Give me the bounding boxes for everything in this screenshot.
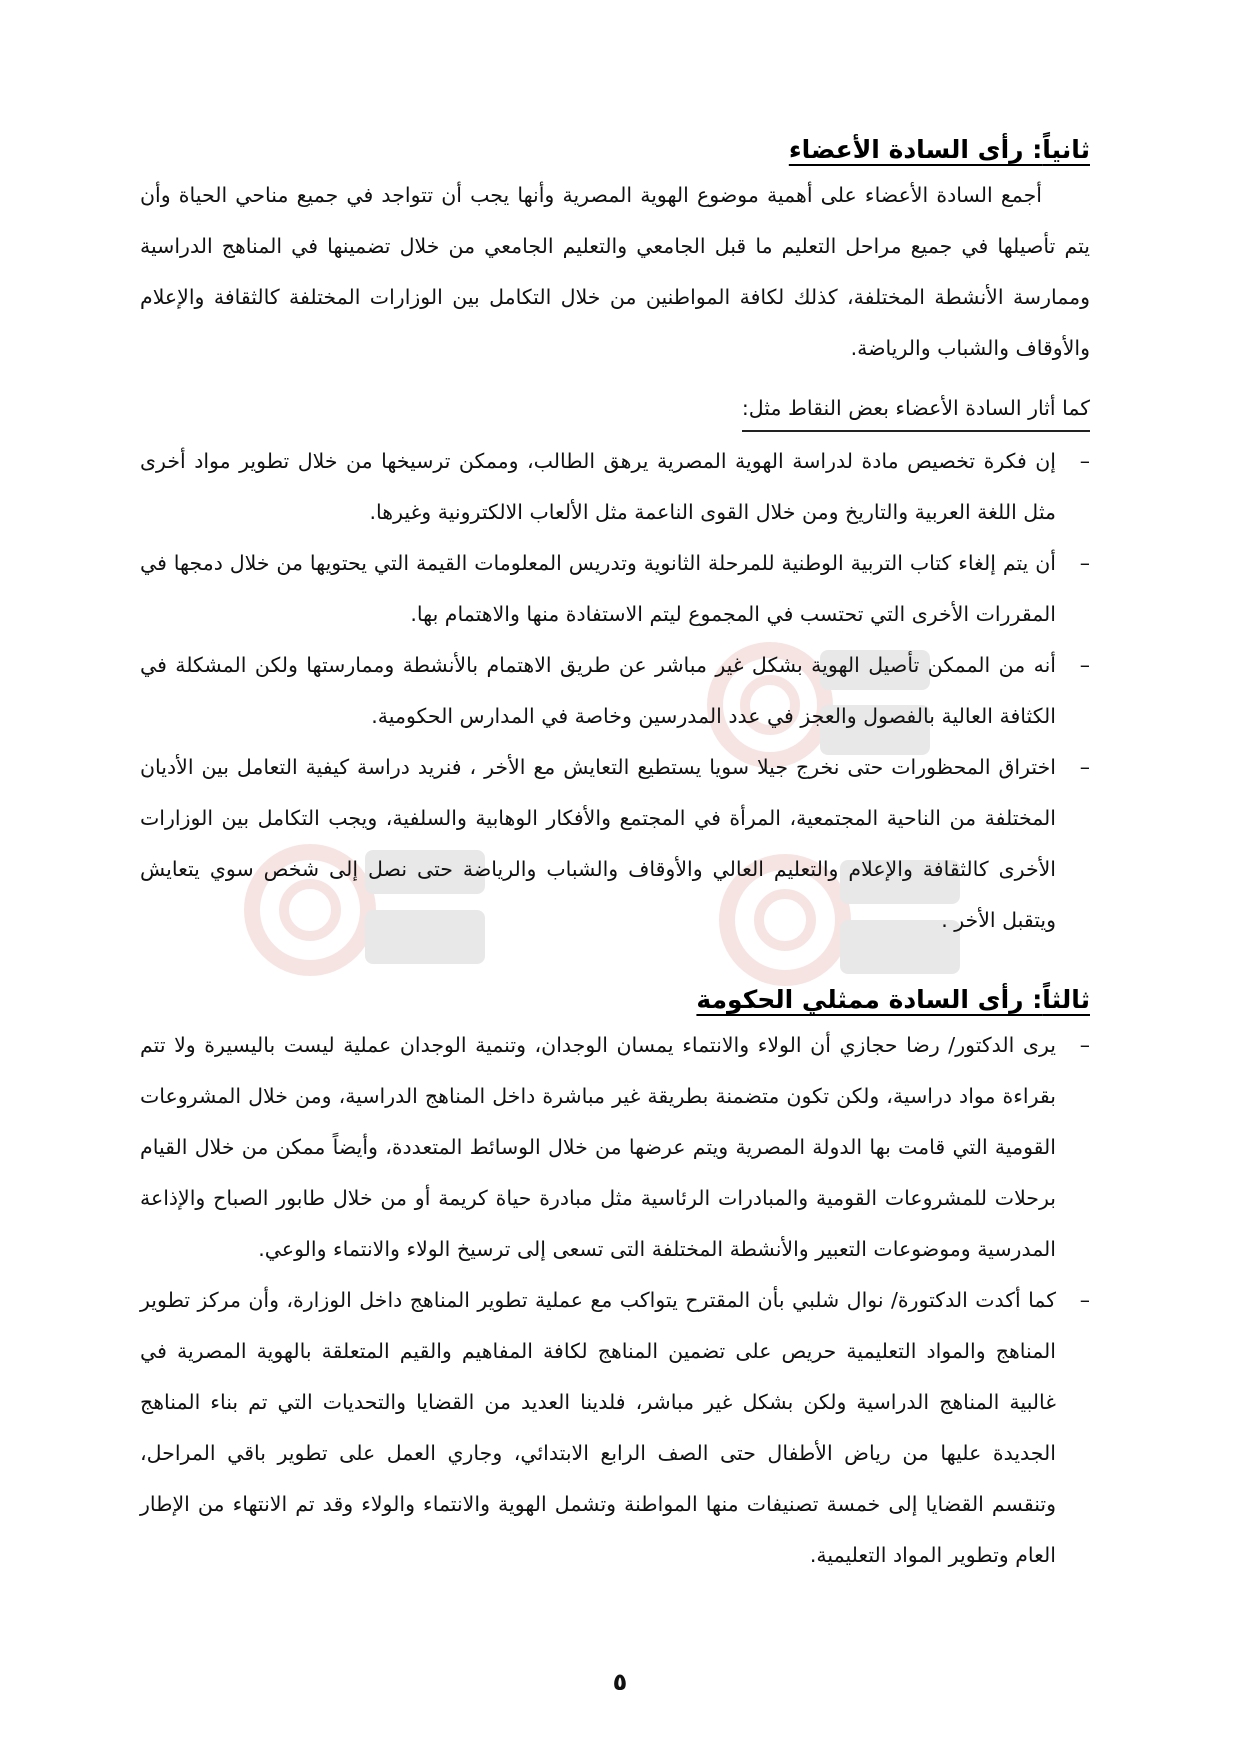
section2-bullet-list xyxy=(140,436,1090,946)
section2-heading-lead: ثانياً xyxy=(1042,135,1090,164)
section2-subheading: كما أثار السادة الأعضاء بعض النقاط مثل: xyxy=(742,388,1090,432)
document-content xyxy=(140,130,1090,1581)
section3-heading-lead: ثالثاً xyxy=(1042,985,1090,1014)
bullet-dash: – xyxy=(1079,755,1090,779)
list-item xyxy=(140,538,1090,640)
bullet-text: يرى الدكتور/ رضا حجازي أن الولاء والانتماء يمسان الوجدان، وتنمية الوجدان عملية ليست باليسيرة ولا تتم بقراءة مواد دراسية، ولكن تكون متضمنة بطريقة غير مباشرة داخل المناهج الدراسية، ومن خلال المشروعات القومية التي قامت بها الدولة المصرية ويتم عرضها من خلال الوسائط المتعددة، وأيضاً ممكن من خلال القيام برحلات للمشروعات القومية والمبادرات الرئاسية مثل مبادرة حياة كريمة أو من خلال طابور الصباح والإذاعة المدرسية وموضوعات التعبير والأنشطة المختلفة التى تسعى إلى ترسيخ الولاء والانتماء والوعي. xyxy=(140,1033,1056,1261)
list-item xyxy=(140,1275,1090,1581)
section3-heading-rest: : رأى السادة ممثلي الحكومة xyxy=(696,985,1043,1014)
bullet-dash: – xyxy=(1079,551,1090,575)
bullet-text: أنه من الممكن تأصيل الهوية بشكل غير مباشر عن طريق الاهتمام بالأنشطة وممارستها ولكن المشكلة في الكثافة العالية بالفصول والعجز في عدد المدرسين وخاصة في المدارس الحكومية. xyxy=(140,653,1056,728)
bullet-text: إن فكرة تخصيص مادة لدراسة الهوية المصرية يرهق الطالب، وممكن ترسيخها من خلال تطوير مواد أخرى مثل اللغة العربية والتاريخ ومن خلال القوى الناعمة مثل الألعاب الالكترونية وغيرها. xyxy=(140,449,1056,524)
bullet-text: كما أكدت الدكتورة/ نوال شلبي بأن المقترح يتواكب مع عملية تطوير المناهج داخل الوزارة، وأن مركز تطوير المناهج والمواد التعليمية حريص على تضمين المناهج لكافة المفاهيم والقيم المتعلقة بالهوية المصرية في غالبية المناهج الدراسية ولكن بشكل غير مباشر، فلدينا العديد من القضايا والتحديات التي تم بناء المناهج الجديدة عليها من رياض الأطفال حتى الصف الرابع الابتدائي، وجاري العمل على تطوير باقي المراحل، وتنقسم القضايا إلى خمسة تصنيفات منها المواطنة وتشمل الهوية والانتماء والولاء وقد تم الانتهاء من الإطار العام وتطوير المواد التعليمية. xyxy=(140,1288,1056,1567)
section2-paragraph: أجمع السادة الأعضاء على أهمية موضوع الهوية المصرية وأنها يجب أن تتواجد في جميع مناحي الحياة وأن يتم تأصيلها في جميع مراحل التعليم ما قبل الجامعي والتعليم الجامعي من خلال تضمينها في المناهج الدراسية وممارسة الأنشطة المختلفة، كذلك لكافة المواطنين من خلال التكامل بين الوزارات المختلفة كالثقافة والإعلام والأوقاف والشباب والرياضة. xyxy=(140,183,1090,360)
section2-heading xyxy=(140,130,1090,170)
list-item xyxy=(140,1020,1090,1275)
page-number: ٥ xyxy=(612,1668,628,1696)
list-item xyxy=(140,742,1090,946)
list-item xyxy=(140,436,1090,538)
section3-heading xyxy=(140,980,1090,1020)
section3-bullet-list xyxy=(140,1020,1090,1581)
list-item xyxy=(140,640,1090,742)
bullet-dash: – xyxy=(1079,1288,1090,1312)
bullet-dash: – xyxy=(1079,449,1090,473)
bullet-dash: – xyxy=(1079,653,1090,677)
bullet-dash: – xyxy=(1079,1033,1090,1057)
section2-heading-rest: : رأى السادة الأعضاء xyxy=(788,135,1043,164)
bullet-text: اختراق المحظورات حتى نخرج جيلا سويا يستطيع التعايش مع الأخر ، فنريد دراسة كيفية التعامل بين الأديان المختلفة من الناحية المجتمعية، المرأة في المجتمع والأفكار الوهابية والسلفية، ويجب التكامل بين الوزارات الأخرى كالثقافة والإعلام والتعليم العالي والأوقاف والشباب والرياضة حتى نصل إلى شخص سوي يتعايش ويتقبل الأخر . xyxy=(140,755,1056,932)
section-spacer xyxy=(140,946,1090,980)
bullet-text: أن يتم إلغاء كتاب التربية الوطنية للمرحلة الثانوية وتدريس المعلومات القيمة التي يحتويها من خلال دمجها في المقررات الأخرى التي تحتسب في المجموع ليتم الاستفادة منها والاهتمام بها. xyxy=(140,551,1056,626)
